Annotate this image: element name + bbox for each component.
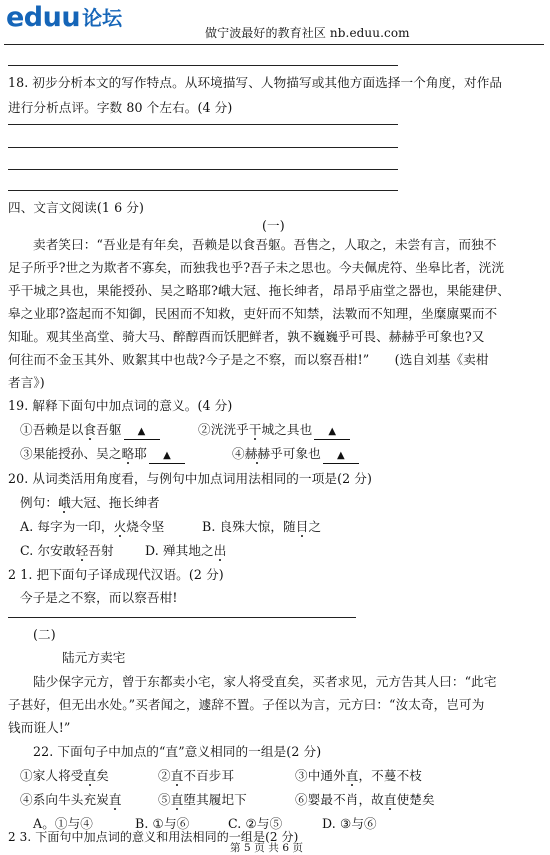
q22-item-2: ②直不百步耳 [158,768,235,783]
answer-line [8,190,398,191]
answer-blank[interactable]: ▲ [124,425,160,440]
passage1-line: 卖者笑曰：“吾业是有年矣，吾赖是以食吾躯。吾售之，人取之，未尝有言，而独不 [33,237,497,252]
answer-line [8,147,398,148]
answer-blank[interactable]: ▲ [149,449,185,464]
answer-line [8,617,356,618]
q22-item-5: ⑤直堕其履圯下 [158,792,247,807]
header-rule [4,44,544,45]
q19-item-2: ②洸洸乎干城之具也 ▲ [198,419,354,440]
q20-option-a[interactable]: A. 每字为一印，火烧令坚 [20,519,165,534]
sub-heading-1: (一) [262,218,285,233]
q20-example: 例句：峨大冠、拖长绅者 [20,495,160,510]
passage2-line: 子甚好，但无出水处。”买者闻之，遽辞不置。子侄以为言，元方曰：“汝太奇，岂可为 [8,697,485,712]
q22-option-a[interactable]: A。①与④ [33,816,93,831]
answer-line [8,124,398,125]
passage1-line: 知耻。观其坐高堂、骑大马、醉醇酉而饫肥鲜者，孰不巍巍乎可畏、赫赫乎可象也?又 [8,329,485,344]
q20-stem: 20. 从词类活用角度看，与例句中加点词用法相同的一项是(2 分) [8,471,373,486]
q23-stem: 2 3. 下面句中加点词的意义和用法相同的一组是(2 分) [8,830,299,844]
sub-heading-2: (二) [33,627,56,642]
logo-latin-text: eduu [6,2,81,33]
q19-item-4: ④赫赫乎可象也 ▲ [232,443,363,464]
q22-item-6: ⑥婴最不肖，故直使楚矣 [295,792,435,807]
answer-blank[interactable]: ▲ [323,449,359,464]
q18-line2: 进行分析点评。字数 80 个左右。(4 分) [8,100,233,115]
page-footer: 第 5 页 共 6 页 [230,842,304,854]
passage1-line: 何往而不金玉其外、败絮其中也哉?今子是之不察，而以察吾柑!” (选自刘基《卖柑 [8,352,489,367]
q22-option-d[interactable]: D. ③与⑥ [322,816,377,831]
passage1-line: 皋之业耶?盗起而不知御，民困而不知救，吏奸而不知禁，法斁而不知理，坐糜廪粟而不 [8,306,498,321]
passage2-line: 钱而诳人!” [8,720,71,735]
site-logo[interactable] [6,3,122,33]
q22-stem: 22. 下面句子中加点的“直”意义相同的一组是(2 分) [33,744,322,759]
q22-item-1: ①家人将受直矣 [20,768,109,783]
q22-option-c[interactable]: C. ②与⑤ [228,816,283,831]
q19-item-3: ③果能授孙、吴之略耶 ▲ [20,443,189,464]
section-title: 四、文言文阅读(1 6 分) [8,200,145,215]
answer-line [8,169,398,170]
q20-option-b[interactable]: B. 良殊大惊，随目之 [202,519,322,534]
q22-item-3: ③中通外直，不蔓不枝 [295,768,422,783]
q19-item-1: ①吾赖是以食吾躯 ▲ [20,419,164,440]
q21-stem: 2 1. 把下面句子译成现代汉语。(2 分) [8,567,224,582]
header-slogan: 做宁波最好的教育社区 nb.eduu.com [205,26,410,40]
logo-cjk-text: 论坛 [82,6,123,30]
q22-item-4: ④系向牛头充炭直 [20,792,122,807]
passage1-line: 足子所乎?世之为欺者不寡矣，而独我也乎?吾子未之思也。今夫佩虎符、坐皋比者，洸洸 [8,260,505,275]
q19-stem: 19. 解释下面句中加点词的意义。(4 分) [8,398,233,413]
passage1-line: 乎干城之具也，果能授孙、吴之略耶?峨大冠、拖长绅者，昂昂乎庙堂之器也，果能建伊、 [8,283,510,298]
q18-line1: 18. 初步分析本文的写作特点。从环境描写、人物描写或其他方面选择一个角度，对作品 [8,75,503,90]
passage1-line: 者言》) [8,375,45,390]
passage2-title: 陆元方卖宅 [62,650,126,665]
q22-option-b[interactable]: B. ①与⑥ [135,816,190,831]
passage2-line: 陆少保字元方，曾于东都卖小宅，家人将受直矣，买者求见，元方告其人曰：“此宅 [33,674,497,689]
q21-sentence: 今子是之不察，而以察吾柑! [20,590,178,605]
answer-blank[interactable]: ▲ [314,425,350,440]
answer-line [8,65,398,66]
q20-option-c[interactable]: C. 尔安敢轻吾射 [20,543,114,558]
q20-option-d[interactable]: D. 殚其地之出 [145,543,227,558]
